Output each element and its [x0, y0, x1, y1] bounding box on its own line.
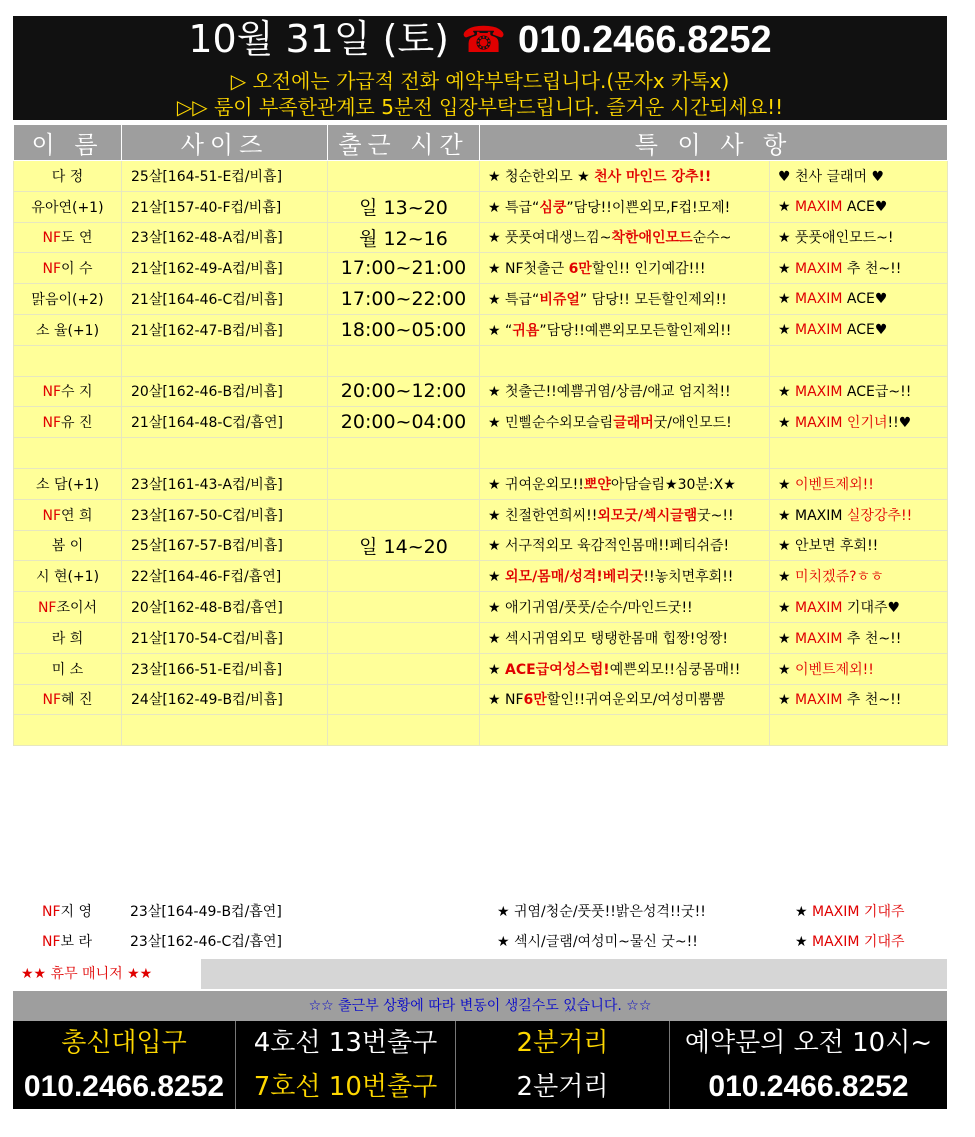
note-text: ★ 친절한연희씨!! — [488, 507, 598, 524]
cell-tag — [770, 407, 948, 438]
cell-name — [14, 499, 122, 530]
cell-name — [14, 253, 122, 284]
notice-line-1: ▷ 오전에는 가급적 전화 예약부탁드립니다.(문자x 카톡x) — [230, 69, 730, 93]
note-text: ★ 특급“ — [488, 199, 540, 216]
table-row — [14, 222, 948, 253]
tag-text: 추 천~!! — [842, 630, 902, 647]
cell-time — [328, 684, 480, 715]
list-item — [13, 896, 947, 926]
cell-note — [480, 161, 770, 192]
date-label: 10월 31일 (토) — [188, 17, 449, 61]
cell-size: 23살[162-46-C컵/흡연] — [130, 934, 282, 950]
cell-name — [14, 376, 122, 407]
cell-size: 21살[164-46-C컵/비흡] — [122, 284, 328, 315]
table-row — [14, 345, 948, 376]
cell-time: 일 14~20 — [328, 530, 480, 561]
note-highlight: 글래머 — [613, 415, 654, 432]
note-highlight: 심쿵 — [539, 199, 567, 216]
footer-exits — [235, 1021, 455, 1109]
note-highlight: 귀욤 — [512, 322, 540, 339]
tag-highlight: MAXIM — [795, 291, 843, 308]
cell-name — [14, 407, 122, 438]
name-text: 미 소 — [51, 661, 84, 678]
cell-time — [328, 438, 480, 469]
note-text: ★ 서구적외모 육감적인몸매!!페티쉬즘! — [488, 538, 730, 555]
off-managers-bar — [13, 959, 947, 989]
tag-text: ★ — [778, 291, 796, 308]
note-text: 굿/애인모드! — [653, 415, 732, 432]
cell-tag — [770, 561, 948, 592]
name-text: 도 연 — [61, 230, 93, 247]
table-header — [14, 125, 948, 161]
cell-name — [14, 222, 122, 253]
tag-highlight: MAXIM — [795, 198, 843, 215]
note-text: ★ — [488, 661, 506, 678]
cell-name — [14, 468, 122, 499]
cell-size: 21살[164-48-C컵/흡연] — [122, 407, 328, 438]
cell-time: 20:00~12:00 — [328, 376, 480, 407]
tag-highlight: MAXIM — [795, 630, 843, 647]
tag-text: ★ — [778, 198, 796, 215]
cell-name — [14, 284, 122, 315]
cell-size — [122, 715, 328, 746]
tag-text: ACE♥ — [842, 321, 888, 338]
nf-badge: NF — [41, 904, 61, 920]
cell-note — [480, 468, 770, 499]
name-text: 맑음이(+2) — [31, 292, 104, 309]
note-text: ★ 민삘순수외모슬림 — [488, 415, 614, 432]
name-text: 연 희 — [61, 507, 93, 524]
note-highlight: 6만 — [523, 692, 547, 709]
tag-text: ★ — [778, 630, 796, 647]
table-row — [14, 653, 948, 684]
table-row — [14, 530, 948, 561]
cell-note — [480, 376, 770, 407]
cell-name — [14, 314, 122, 345]
cell-tag — [770, 222, 948, 253]
note-text: ★ 특급“ — [488, 292, 540, 309]
cell-note — [480, 592, 770, 623]
notice-line-2: ▷▷ 룸이 부족한관계로 5분전 입장부탁드립니다. 즐거운 시간되세요!! — [176, 95, 784, 119]
tag-text: 추 천~!! — [842, 692, 902, 709]
note-text: ★ 섹시귀염외모 탱탱한몸매 힙짱!엉짱! — [488, 630, 728, 647]
cell-name — [14, 622, 122, 653]
tag-highlight: MAXIM — [795, 600, 843, 617]
tag-text: ACE♥ — [842, 198, 888, 215]
note-highlight: 뽀얀 — [583, 476, 611, 493]
footer-station — [13, 1021, 235, 1109]
note-text: ★ NF첫출근 — [488, 261, 569, 278]
cell-name — [13, 901, 121, 921]
cell-tag — [770, 530, 948, 561]
name-text: 소 담(+1) — [35, 476, 100, 493]
off-managers-label: ★★ 휴무 매니저 ★★ — [13, 959, 203, 989]
name-text: 지 영 — [60, 904, 93, 920]
cell-name — [14, 653, 122, 684]
table-row — [14, 314, 948, 345]
cell-note — [480, 715, 770, 746]
exit-line7: 7호선 10번출구 — [253, 1072, 438, 1102]
tag-highlight: MAXIM 기대주 — [812, 934, 905, 950]
note-text: ”담당!!예쁜외모모든할인제외!! — [539, 322, 732, 339]
page — [13, 16, 947, 1103]
note-highlight: 6만 — [568, 261, 592, 278]
tag-text: ★ — [795, 904, 813, 920]
table-row — [14, 715, 948, 746]
name-text: 수 지 — [61, 384, 93, 401]
tag-text: ACE♥ — [842, 291, 888, 308]
cell-name — [14, 592, 122, 623]
cell-note — [480, 530, 770, 561]
cell-time — [328, 592, 480, 623]
cell-name — [14, 530, 122, 561]
cell-tag — [770, 622, 948, 653]
tag-highlight: MAXIM — [795, 321, 843, 338]
cell-note — [480, 222, 770, 253]
cell-tag — [770, 468, 948, 499]
cell-note — [480, 653, 770, 684]
cell-size: 20살[162-48-B컵/흡연] — [122, 592, 328, 623]
tag-highlight: 미치겠쥬?ㅎㅎ — [795, 569, 884, 586]
note-text: ★ 청순한외모 ★ — [488, 168, 595, 185]
nf-badge: NF — [37, 600, 57, 617]
tag-text: ★ — [778, 661, 796, 678]
footer-distance — [455, 1021, 669, 1109]
cell-size: 21살[162-49-A컵/비흡] — [122, 253, 328, 284]
footer — [13, 1021, 947, 1109]
col-size: 사이즈 — [122, 125, 328, 161]
tag-highlight: MAXIM 인기녀 — [795, 415, 888, 432]
cell-note: ★ 섹시/글램/여성미~물신 굿~!! — [497, 934, 698, 950]
note-highlight: 착한애인모드 — [611, 230, 693, 247]
nf-badge: NF — [42, 230, 62, 247]
cell-time: 월 12~16 — [328, 222, 480, 253]
phone-icon: ☎ — [461, 20, 506, 61]
cell-tag — [770, 314, 948, 345]
name-text: 이 수 — [61, 261, 93, 278]
table-row — [14, 592, 948, 623]
cell-tag — [770, 499, 948, 530]
cell-name — [14, 191, 122, 222]
cell-note — [480, 314, 770, 345]
tag-highlight: 이벤트제외!! — [795, 476, 874, 493]
note-highlight: 비쥬얼 — [539, 292, 580, 309]
cell-tag — [770, 684, 948, 715]
note-highlight: 천사 마인드 강추!! — [594, 168, 712, 185]
nf-badge: NF — [42, 415, 62, 432]
tag-highlight: MAXIM 기대주 — [812, 904, 905, 920]
table-row — [14, 284, 948, 315]
tag-text: ★ 안보면 후회!! — [778, 538, 879, 555]
exit-line4: 4호선 13번출구 — [253, 1028, 438, 1058]
cell-tag — [770, 191, 948, 222]
note-text: ★ “ — [488, 322, 513, 339]
name-text: 봄 이 — [51, 538, 84, 555]
cell-name — [14, 438, 122, 469]
cell-time: 18:00~05:00 — [328, 314, 480, 345]
cell-size: 20살[162-46-B컵/비흡] — [122, 376, 328, 407]
tag-highlight: MAXIM — [795, 692, 843, 709]
table-row — [14, 561, 948, 592]
name-text: 조이서 — [56, 600, 98, 617]
cell-size: 24살[162-49-B컵/비흡] — [122, 684, 328, 715]
name-text: 라 희 — [51, 630, 84, 647]
note-text: 순수~ — [692, 230, 732, 247]
cell-size: 23살[167-50-C컵/비흡] — [122, 499, 328, 530]
tag-text: 추 천~!! — [842, 261, 902, 278]
name-text: 혜 진 — [61, 692, 93, 709]
cell-note — [480, 407, 770, 438]
cell-tag — [787, 901, 905, 921]
note-text: ” 담당!! 모든할인제외!! — [579, 292, 727, 309]
note-text: ★ 첫출근!!예쁨귀염/상큼/애교 엄지척!! — [488, 384, 731, 401]
cell-time — [328, 161, 480, 192]
footer-phone-left[interactable]: 010.2466.8252 — [23, 1070, 225, 1103]
cell-name — [14, 161, 122, 192]
nf-badge: NF — [42, 507, 62, 524]
col-notes: 특 이 사 항 — [480, 125, 948, 161]
tag-highlight: MAXIM — [795, 261, 843, 278]
cell-time — [328, 468, 480, 499]
note-text: 아담슬림★30분:X★ — [610, 476, 736, 493]
cell-tag — [787, 931, 905, 951]
tag-text: ★ MAXIM — [778, 507, 847, 524]
footer-phone-right[interactable]: 010.2466.8252 — [708, 1070, 909, 1103]
cell-size: 21살[157-40-F컵/비흡] — [122, 191, 328, 222]
cell-tag — [770, 653, 948, 684]
note-highlight: ACE급여성스럽! — [505, 661, 610, 678]
nf-badge: NF — [42, 384, 62, 401]
note-text: 할인!! 인기예감!!! — [591, 261, 706, 278]
distance-1: 2분거리 — [516, 1028, 609, 1058]
tag-text: ♥ 천사 글래머 ♥ — [778, 168, 885, 185]
tag-highlight: 이벤트제외!! — [795, 661, 874, 678]
name-text: 유 진 — [61, 415, 93, 432]
cell-size — [122, 345, 328, 376]
cell-tag — [770, 715, 948, 746]
note-text: ★ NF — [488, 692, 524, 709]
cell-note — [480, 561, 770, 592]
tag-text: ★ — [778, 384, 796, 401]
phone-number[interactable]: 010.2466.8252 — [518, 19, 772, 61]
cell-note — [480, 284, 770, 315]
cell-tag — [770, 592, 948, 623]
table-row — [14, 407, 948, 438]
cell-name — [13, 931, 121, 951]
note-text: 할인!!귀여운외모/여성미뿜뿜 — [546, 692, 726, 709]
cell-size: 23살[161-43-A컵/비흡] — [122, 468, 328, 499]
note-text: ”담당!!이쁜외모,F컵!모제! — [566, 199, 731, 216]
cell-size: 21살[170-54-C컵/비흡] — [122, 622, 328, 653]
cell-size: 25살[167-57-B컵/비흡] — [122, 530, 328, 561]
tag-text: ★ — [778, 415, 796, 432]
tag-text: ★ — [795, 934, 813, 950]
extra-list — [13, 896, 947, 956]
tag-text: ★ — [778, 569, 796, 586]
tag-text: ★ — [778, 600, 796, 617]
table-row — [14, 191, 948, 222]
cell-tag — [770, 284, 948, 315]
cell-name — [14, 345, 122, 376]
cell-time — [328, 345, 480, 376]
nf-badge: NF — [42, 261, 62, 278]
note-highlight: 외모굿/섹시글램 — [597, 507, 698, 524]
name-text: 소 율(+1) — [35, 322, 100, 339]
cell-tag — [770, 345, 948, 376]
cell-size: 22살[164-46-F컵/흡연] — [122, 561, 328, 592]
table-row — [14, 468, 948, 499]
list-item — [13, 926, 947, 956]
cell-name — [14, 715, 122, 746]
cell-tag — [770, 438, 948, 469]
cell-time: 17:00~21:00 — [328, 253, 480, 284]
header — [13, 16, 947, 120]
cell-name — [14, 561, 122, 592]
tag-highlight: MAXIM — [795, 384, 843, 401]
table-row — [14, 499, 948, 530]
col-name: 이 름 — [14, 125, 122, 161]
cell-time: 20:00~04:00 — [328, 407, 480, 438]
cell-tag — [770, 253, 948, 284]
note-text: ★ 풋풋여대생느낌~ — [488, 230, 612, 247]
name-text: 다 정 — [51, 168, 84, 185]
tag-text: ★ 풋풋애인모드~! — [778, 230, 894, 247]
col-time: 출근 시간 — [328, 125, 480, 161]
note-text: 예쁜외모!!심쿵몸매!! — [609, 661, 741, 678]
roster-table — [13, 124, 948, 746]
cell-note: ★ 귀염/청순/풋풋!!밝은성격!!굿!! — [497, 904, 706, 920]
cell-time — [328, 622, 480, 653]
cell-tag — [770, 376, 948, 407]
station-name: 총신대입구 — [61, 1028, 187, 1058]
cell-note — [480, 622, 770, 653]
note-highlight: 외모/몸매/성격!베리굿 — [505, 569, 644, 586]
cell-name — [14, 684, 122, 715]
cell-size: 25살[164-51-E컵/비흡] — [122, 161, 328, 192]
cell-size: 23살[162-48-A컵/비흡] — [122, 222, 328, 253]
cell-time: 17:00~22:00 — [328, 284, 480, 315]
nf-badge: NF — [41, 934, 61, 950]
tag-text: !!♥ — [887, 415, 912, 432]
table-row — [14, 253, 948, 284]
table-row — [14, 684, 948, 715]
footer-reserve — [669, 1021, 947, 1109]
table-row — [14, 438, 948, 469]
cell-size — [122, 438, 328, 469]
nf-badge: NF — [42, 692, 62, 709]
cell-note — [480, 191, 770, 222]
cell-time — [328, 499, 480, 530]
note-text: !!놓치면후회!! — [643, 569, 734, 586]
cell-note — [480, 499, 770, 530]
cell-time — [328, 715, 480, 746]
cell-note — [480, 345, 770, 376]
header-title — [13, 16, 947, 62]
cell-size: 21살[162-47-B컵/비흡] — [122, 314, 328, 345]
tag-text: ACE급~!! — [842, 384, 912, 401]
tag-highlight: 실장강추!! — [846, 507, 913, 524]
cell-note — [480, 253, 770, 284]
tag-text: ★ — [778, 321, 796, 338]
cell-time: 일 13~20 — [328, 191, 480, 222]
tag-text: ★ — [778, 261, 796, 278]
cell-size: 23살[164-49-B컵/흡연] — [130, 904, 282, 920]
name-text: 보 라 — [60, 934, 93, 950]
note-text: ★ 귀여운외모!! — [488, 476, 584, 493]
tag-text: ★ — [778, 476, 796, 493]
tag-text: ★ — [778, 692, 796, 709]
cell-size: 23살[166-51-E컵/비흡] — [122, 653, 328, 684]
note-text: ★ 애기귀염/풋풋/순수/마인드굿!! — [488, 600, 693, 617]
reserve-hours: 예약문의 오전 10시~ — [684, 1028, 933, 1058]
table-row — [14, 161, 948, 192]
tag-text: 기대주♥ — [842, 600, 901, 617]
cell-tag — [770, 161, 948, 192]
note-text: ★ — [488, 569, 506, 586]
name-text: 유아연(+1) — [31, 199, 104, 216]
cell-time — [328, 561, 480, 592]
name-text: 시 현(+1) — [35, 569, 100, 586]
distance-2: 2분거리 — [516, 1072, 609, 1102]
cell-note — [480, 684, 770, 715]
table-row — [14, 376, 948, 407]
cell-note — [480, 438, 770, 469]
schedule-notice: ☆☆ 출근부 상황에 따라 변동이 생길수도 있습니다. ☆☆ — [13, 991, 947, 1021]
note-text: 굿~!! — [697, 507, 734, 524]
table-row — [14, 622, 948, 653]
cell-time — [328, 653, 480, 684]
